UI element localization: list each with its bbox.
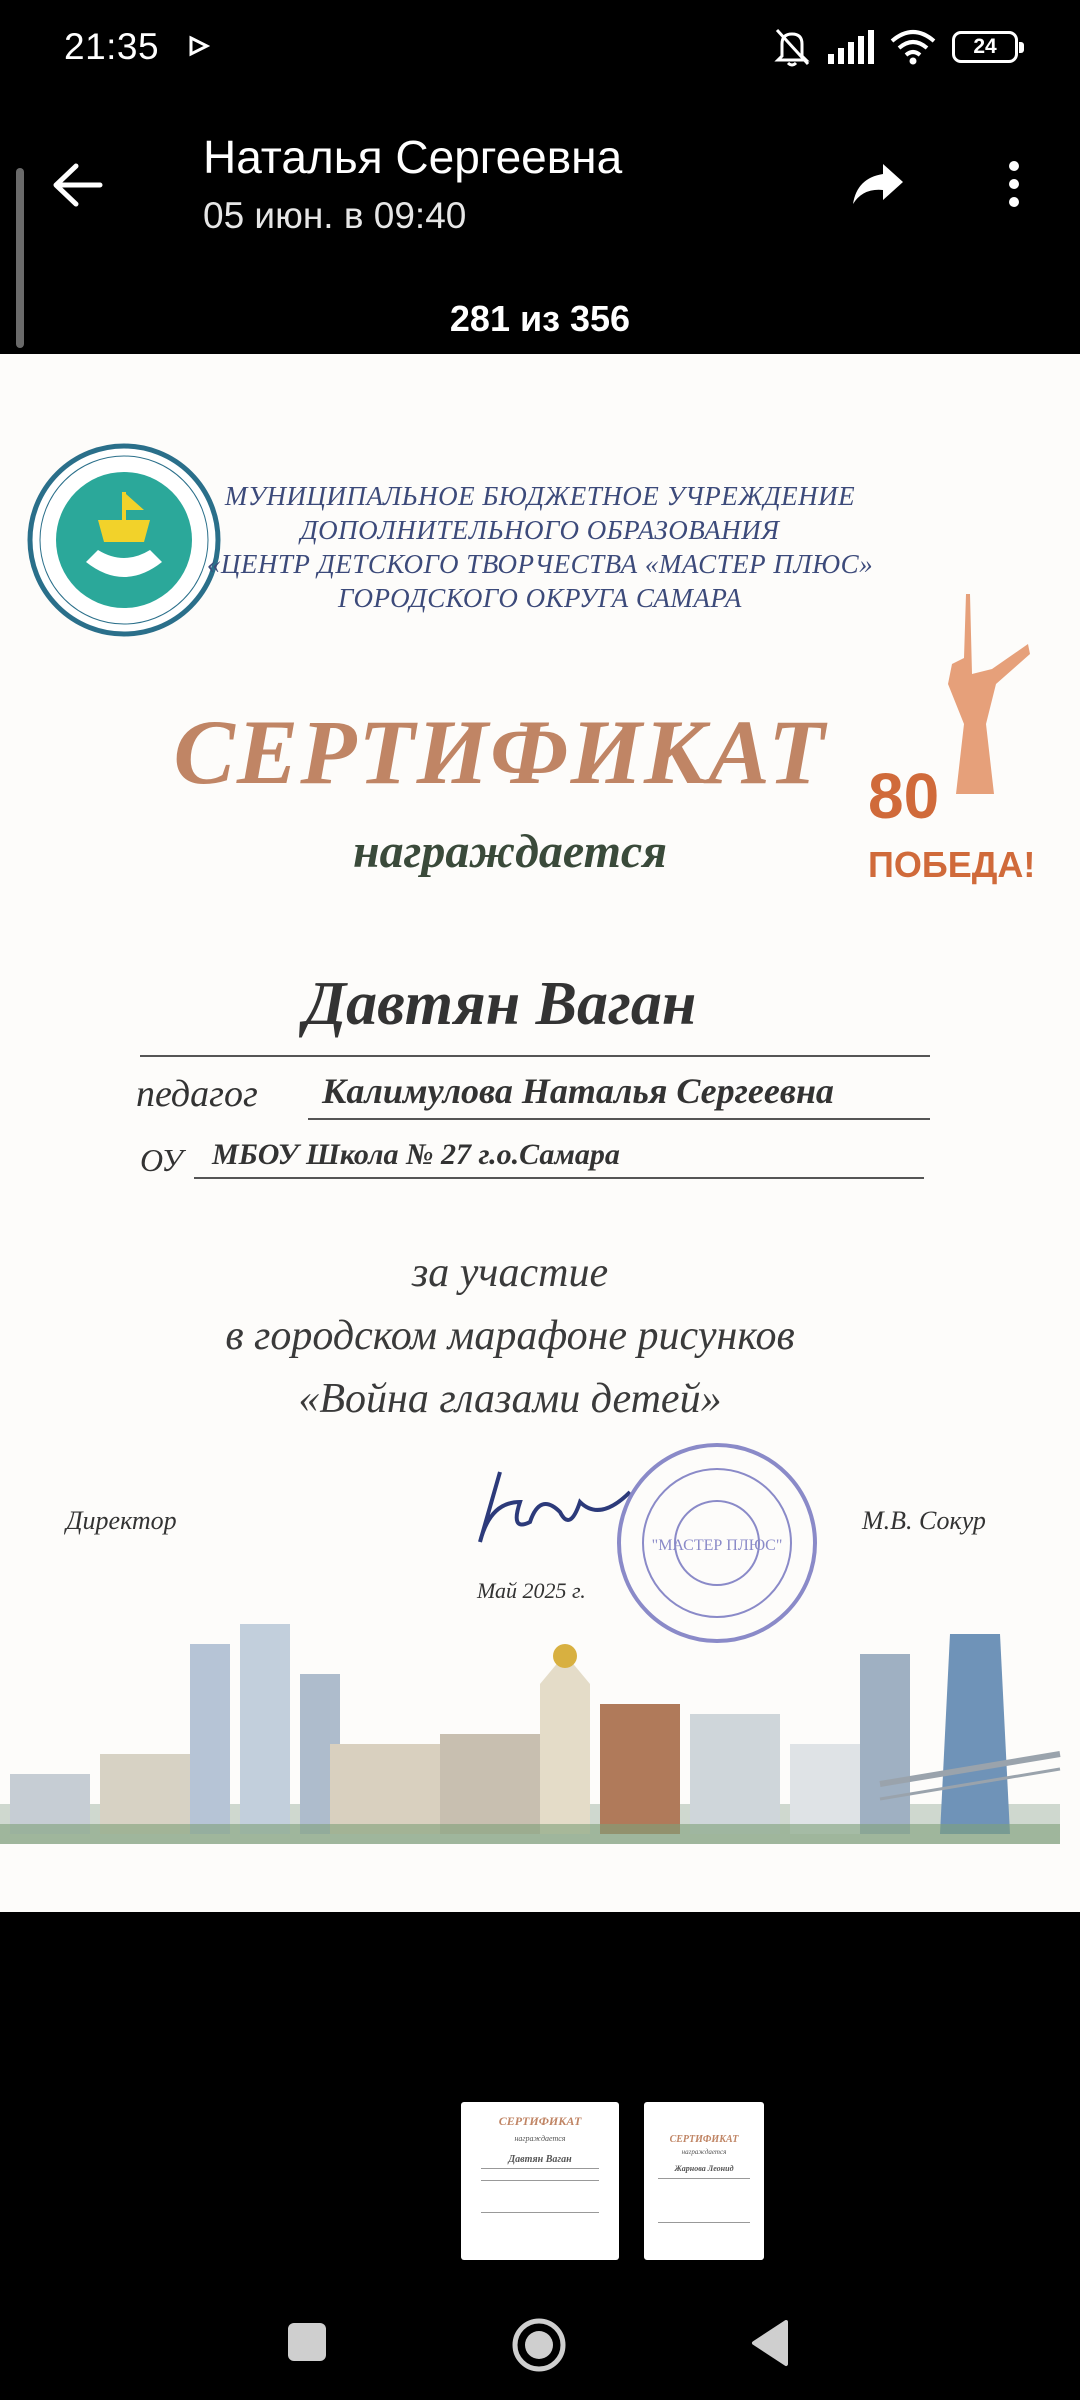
thumbnail-title: СЕРТИФИКАТ bbox=[669, 2134, 739, 2145]
org-line: ГОРОДСКОГО ОКРУГА САМАРА bbox=[338, 583, 742, 613]
home-button[interactable] bbox=[512, 2318, 566, 2372]
battery-level: 24 bbox=[973, 35, 997, 58]
back-nav-button[interactable] bbox=[750, 2318, 790, 2368]
thumbnail-awarded: награждается bbox=[514, 2134, 566, 2143]
signal-icon bbox=[828, 30, 874, 64]
participation-text bbox=[0, 1242, 1050, 1431]
organization-name bbox=[110, 479, 970, 615]
teacher-name: Калимулова Наталья Сергеевна bbox=[322, 1071, 834, 1111]
org-line: ДОПОЛНИТЕЛЬНОГО ОБРАЗОВАНИЯ bbox=[300, 515, 780, 545]
share-icon bbox=[851, 162, 905, 206]
thumbnail-line bbox=[481, 2168, 599, 2169]
bell-off-icon bbox=[772, 26, 812, 68]
wifi-icon bbox=[890, 29, 936, 65]
city-skyline-illustration bbox=[0, 1594, 1080, 1854]
photo-counter: 281 из 356 bbox=[449, 298, 631, 339]
school-label: ОУ bbox=[140, 1142, 183, 1178]
thumbnail[interactable] bbox=[461, 2102, 619, 2260]
recipient-name: Давтян Ваган bbox=[303, 970, 697, 1038]
share-button[interactable] bbox=[842, 148, 914, 220]
victory-number: 80 bbox=[868, 760, 940, 832]
awarded-label: награждается bbox=[353, 825, 667, 878]
battery-icon bbox=[952, 31, 1018, 63]
certificate-date: Май 2025 г. bbox=[477, 1578, 586, 1603]
sender-name: Наталья Сергеевна bbox=[203, 131, 623, 183]
participation-line: за участие bbox=[411, 1250, 609, 1296]
arrow-left-icon bbox=[52, 162, 104, 208]
status-bar bbox=[0, 0, 1080, 100]
status-time: 21:35 bbox=[64, 26, 160, 67]
director-name: М.В. Сокур bbox=[862, 1506, 986, 1535]
certificate-image[interactable] bbox=[0, 354, 1080, 1912]
certificate-title: СЕРТИФИКАТ bbox=[173, 701, 827, 803]
recents-button[interactable] bbox=[288, 2323, 326, 2361]
teacher-label: педагог bbox=[136, 1073, 258, 1115]
participation-line: в городском марафоне рисунков bbox=[225, 1313, 795, 1359]
thumbnail-line bbox=[658, 2222, 750, 2223]
org-line: «ЦЕНТР ДЕТСКОГО ТВОРЧЕСТВА «МАСТЕР ПЛЮС» bbox=[206, 549, 874, 579]
back-button[interactable] bbox=[38, 145, 118, 225]
more-options-button[interactable] bbox=[990, 148, 1038, 220]
message-date: 05 июн. в 09:40 bbox=[203, 195, 467, 236]
divider bbox=[140, 1055, 930, 1057]
thumbnail-line bbox=[481, 2212, 599, 2213]
thumbnail-line bbox=[658, 2178, 750, 2179]
svg-text:"МАСТЕР ПЛЮС": "МАСТЕР ПЛЮС" bbox=[651, 1537, 783, 1554]
org-line: МУНИЦИПАЛЬНОЕ БЮДЖЕТНОЕ УЧРЕЖДЕНИЕ bbox=[224, 481, 856, 511]
thumbnail-recipient: Жарнова Леонид bbox=[674, 2164, 734, 2173]
victory-text: ПОБЕДА! bbox=[868, 844, 1036, 885]
more-vertical-icon bbox=[1007, 160, 1021, 208]
thumbnail-recipient: Давтян Ваган bbox=[508, 2154, 572, 2165]
school-name: МБОУ Школа № 27 г.о.Самара bbox=[212, 1138, 620, 1171]
director-label: Директор bbox=[66, 1506, 177, 1535]
divider bbox=[308, 1118, 930, 1120]
cast-icon bbox=[188, 35, 210, 57]
divider bbox=[194, 1177, 924, 1179]
participation-line: «Война глазами детей» bbox=[298, 1376, 722, 1422]
system-navigation-bar bbox=[0, 2280, 1080, 2400]
thumbnail-line bbox=[481, 2180, 599, 2181]
thumbnail-title: СЕРТИФИКАТ bbox=[498, 2114, 582, 2128]
thumbnail-awarded: награждается bbox=[681, 2148, 727, 2156]
thumbnail[interactable] bbox=[644, 2102, 764, 2260]
